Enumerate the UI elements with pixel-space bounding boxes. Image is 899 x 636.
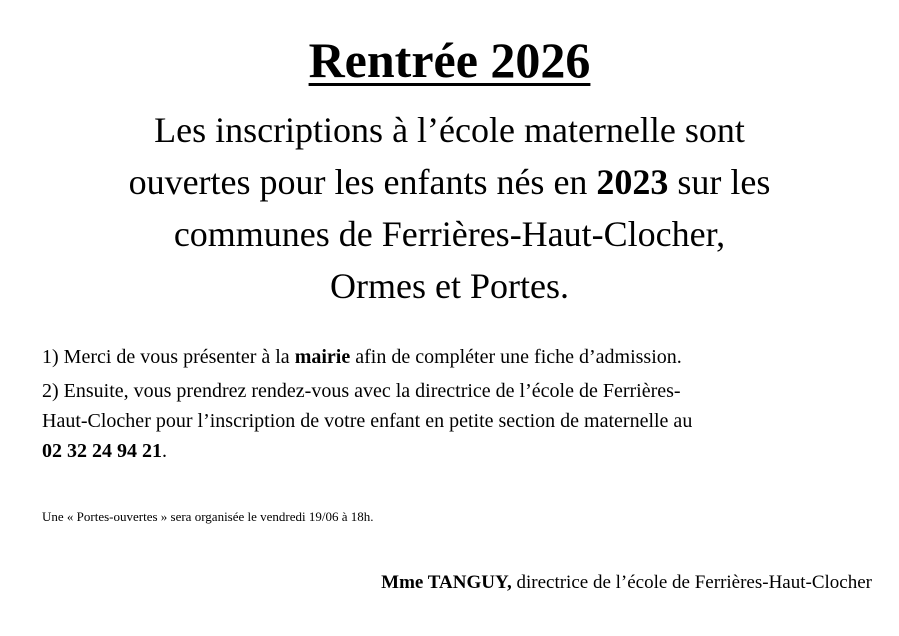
phone-number: 02 32 24 94 21 — [42, 440, 162, 462]
mairie-keyword: mairie — [294, 346, 351, 368]
step-1-end: afin de compléter une fiche d’admission. — [350, 346, 682, 368]
lead-line-2-start: ouvertes pour les enfants nés en — [128, 162, 597, 202]
lead-line-2-end: sur les — [668, 162, 771, 202]
birth-year: 2023 — [596, 162, 669, 202]
signature — [381, 570, 872, 596]
step-2-period: . — [162, 440, 167, 462]
signature-role: directrice de l’école de Ferrières-Haut-Clocher — [511, 572, 872, 593]
page-title — [0, 30, 899, 90]
lead-line-4: Ormes et Portes. — [330, 266, 569, 306]
lead-line-2 — [40, 156, 859, 208]
open-house-note: Une « Portes-ouvertes » sera organisée le vendredi 19/06 à 18h. — [42, 509, 374, 524]
signature-name: Mme TANGUY, — [381, 572, 512, 593]
lead-line-3: communes de Ferrières-Haut-Clocher, — [173, 214, 726, 254]
step-2-line-1: 2) Ensuite, vous prendrez rendez-vous avec la directrice de l’école de Ferrières- — [42, 380, 681, 402]
step-2-line-3 — [42, 436, 862, 466]
step-1 — [42, 342, 862, 372]
step-2 — [42, 376, 862, 466]
step-1-start: 1) Merci de vous présenter à la — [42, 346, 295, 368]
title-text: Rentrée 2026 — [308, 32, 591, 88]
lead-paragraph — [40, 104, 859, 312]
steps-list — [42, 342, 862, 470]
step-2-line-2: Haut-Clocher pour l’inscription de votre enfant en petite section de maternelle au — [42, 410, 693, 432]
lead-line-1: Les inscriptions à l’école maternelle sont — [154, 110, 745, 150]
